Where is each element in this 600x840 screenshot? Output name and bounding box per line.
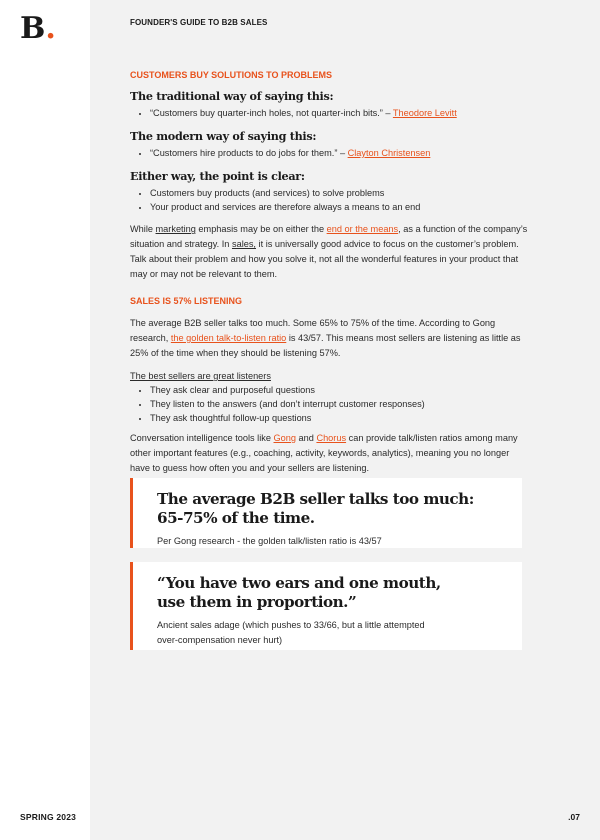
brand-logo[interactable]: B. <box>20 11 56 46</box>
list-item: • They listen to the answers (and don’t interrupt customer responses) <box>150 397 530 411</box>
list-item: • They ask clear and purposeful questions <box>150 383 530 397</box>
callout-headline: “You have two ears and one mouth, use them in proportion.” <box>157 574 441 611</box>
edition-label: SPRING 2023 <box>20 812 77 822</box>
section-title-listening: SALES IS 57% LISTENING <box>130 296 243 306</box>
marketing-link[interactable]: marketing <box>155 224 196 234</box>
tools-paragraph: Conversation intelligence tools like Gong and Chorus can provide talk/listen ratios among many other important features (e.g., coaching, activity, keywords, analytics), meaning you no longer have to guess how often you and your sellers are listening. <box>130 433 518 473</box>
sales-link[interactable]: sales, <box>231 239 256 249</box>
best-sellers-list <box>130 383 530 425</box>
modern-heading: The modern way of saying this: <box>130 129 317 143</box>
page-content-panel <box>90 0 600 840</box>
article-body <box>130 70 530 486</box>
callout-headline: The average B2B seller talks too much: 65-75% of the time. <box>157 490 474 527</box>
traditional-heading: The traditional way of saying this: <box>130 89 334 103</box>
page-header-title: FOUNDER'S GUIDE TO B2B SALES <box>130 18 268 27</box>
page-number: .07 <box>568 812 580 822</box>
callout-subtext: Per Gong research - the golden talk/listen ratio is 43/57 <box>157 536 382 546</box>
best-sellers-heading[interactable]: The best sellers are great listeners <box>130 371 271 381</box>
traditional-list <box>130 106 530 120</box>
list-item: • Customers buy products (and services) to solve problems <box>150 186 530 200</box>
gong-link[interactable]: Gong <box>273 433 296 443</box>
either-way-heading: Either way, the point is clear: <box>130 169 305 183</box>
callout-subtext: Ancient sales adage (which pushes to 33/66, but a little attempted over-compensation never hurt) <box>157 620 425 645</box>
chorus-link[interactable]: Chorus <box>316 433 347 443</box>
theodore-levitt-link[interactable]: Theodore Levitt <box>392 108 457 118</box>
end-or-means-link[interactable]: end or the means <box>326 224 399 234</box>
modern-list <box>130 146 530 160</box>
clayton-christensen-link[interactable]: Clayton Christensen <box>347 148 431 158</box>
list-item: • “Customers hire products to do jobs for them.” – Clayton Christensen <box>150 146 530 160</box>
focus-paragraph: While marketing emphasis may be on either the end or the means, as a function of the company’s situation and strategy. In sales, it is universally good advice to focus on the customer’s problem. Talk about their problem and how you solve it, not all the wonderful features in your product that may or may not be relevant to them. <box>130 224 528 279</box>
point-list <box>130 186 530 214</box>
left-sidebar <box>0 0 90 840</box>
list-item: • “Customers buy quarter-inch holes, not quarter-inch bits.” – Theodore Levitt <box>150 106 530 120</box>
listening-paragraph: The average B2B seller talks too much. Some 65% to 75% of the time. According to Gong research, the golden talk-to-listen ratio is 43/57. This means most sellers are listening as little as 25% of the time when they should be listening 57%. <box>130 318 521 358</box>
golden-ratio-link[interactable]: the golden talk-to-listen ratio <box>170 333 287 343</box>
callout-two-ears-quote <box>130 562 522 650</box>
list-item: • Your product and services are therefore always a means to an end <box>150 200 530 214</box>
section-title-solutions: CUSTOMERS BUY SOLUTIONS TO PROBLEMS <box>130 70 333 80</box>
callout-talk-stat <box>130 478 522 548</box>
list-item: • They ask thoughtful follow-up questions <box>150 411 530 425</box>
